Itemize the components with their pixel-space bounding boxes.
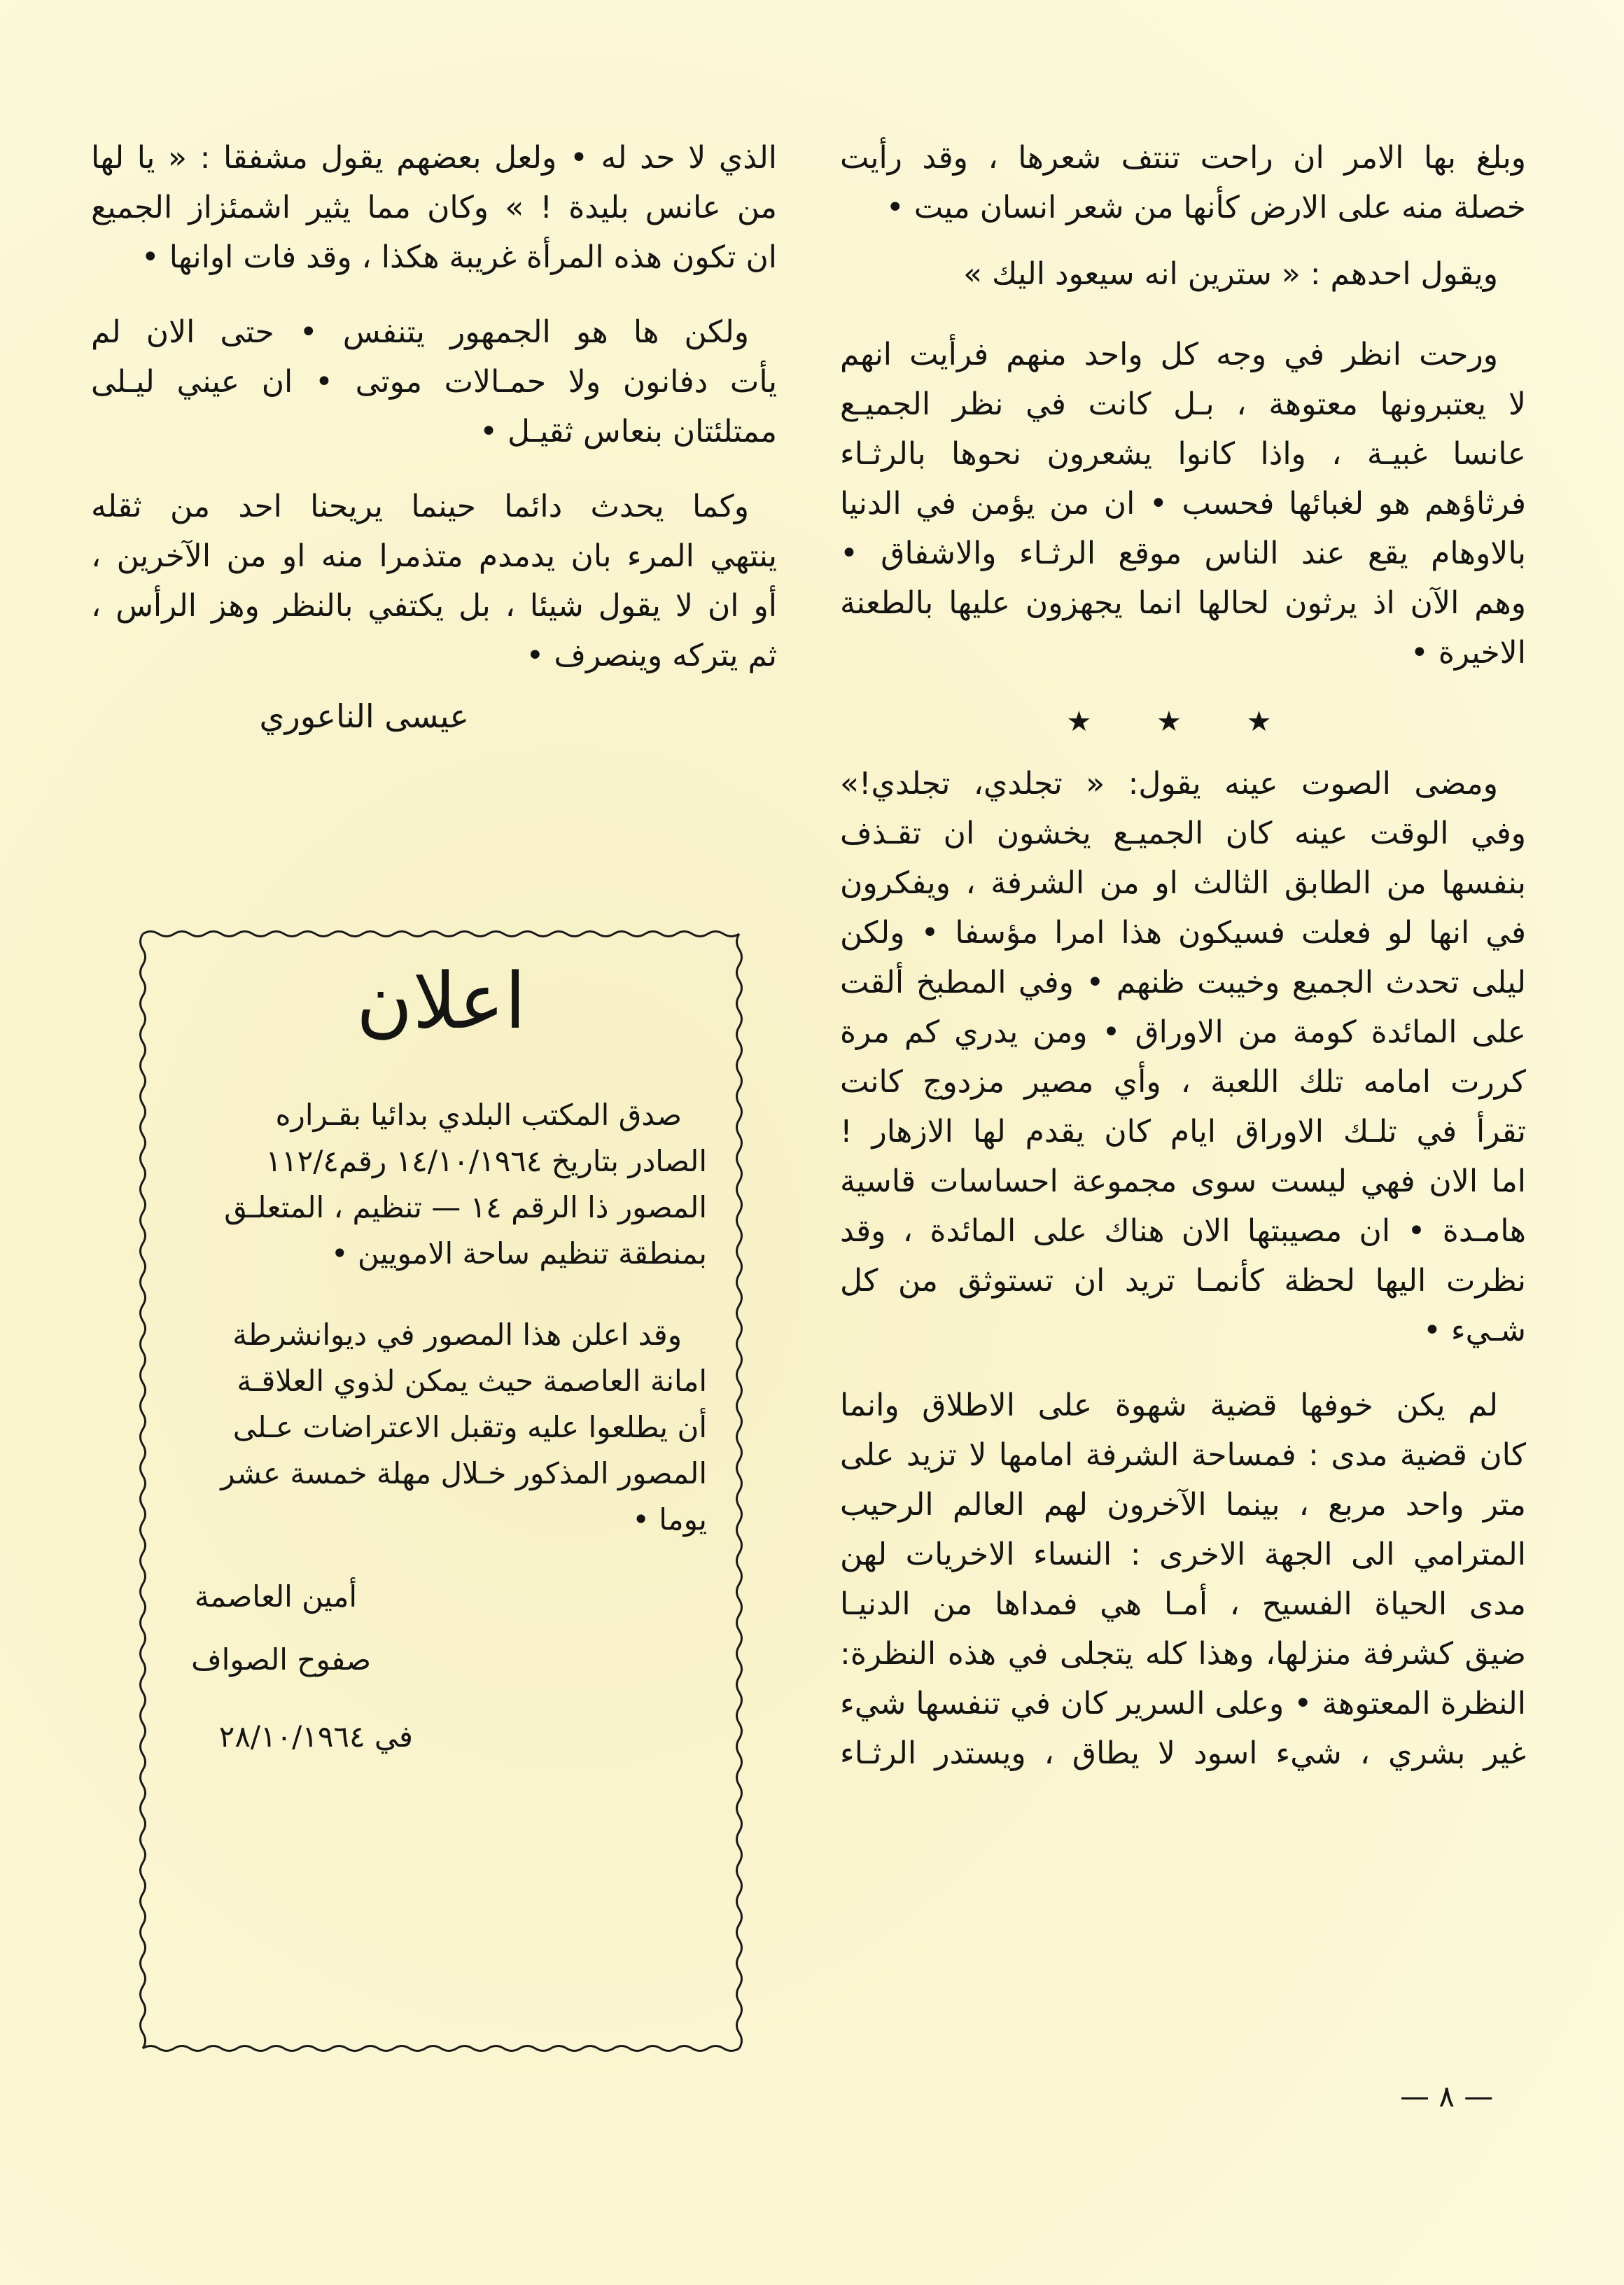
text-line: وقد اعلن هذا المصور في ديوانشرطة (232, 1318, 682, 1352)
text-line: ثم يتركه وينصرف • (526, 638, 777, 673)
text-line: صدق المكتب البلدي بدائيا بقـراره (275, 1098, 682, 1132)
left-column (91, 133, 777, 735)
right-column (840, 133, 1526, 1778)
section-divider-stars: ★ ★ ★ (1066, 706, 1300, 738)
text-line: بمنطقة تنظيم ساحة الامويين • (330, 1236, 707, 1271)
text-line: ومضى الصوت عينه يقول: « تجلدي، تجلدي!» (840, 766, 1498, 802)
text-line: كان قضية مدى : فمساحة الشرفة امامها لا تزيد على (840, 1437, 1526, 1473)
text-line: خصلة منه على الارض كأنها من شعر انسان ميت • (886, 190, 1526, 225)
text-line: المصور المذكور خـلال مهلة خمسة عشر (220, 1456, 707, 1490)
text-line: يوما • (632, 1502, 707, 1537)
page-number: — ٨ — (1400, 2079, 1494, 2113)
paragraph (175, 1312, 707, 1543)
text-line: ضيق كشرفة منزلها، وهذا كله يتجلى في هذه النظرة: (840, 1636, 1526, 1672)
text-line: شـيء • (1422, 1313, 1526, 1348)
author-name: عيسى الناعوري (259, 697, 469, 735)
text-line: عانسا غبيـة ، واذا كانوا يشعرون نحوها بالرثـاء (840, 436, 1526, 472)
text-line: على المائدة كومة من الاوراق • ومن يدري كم مرة (840, 1014, 1526, 1050)
paragraph (840, 1381, 1526, 1778)
paragraph (840, 249, 1526, 299)
paragraph (91, 133, 777, 282)
text-line: وفي الوقت عينه كان الجميـع يخشون ان تقـذف (840, 816, 1526, 851)
text-line: وبلغ بها الامر ان راحت تنتف شعرها ، وقد رأيت (840, 140, 1526, 176)
text-line: ورحت انظر في وجه كل واحد منهم فرأيت انهم (840, 337, 1498, 372)
text-line: يأت دفانون ولا حمـالات موتى • ان عيني ليـلى (91, 364, 777, 400)
text-line: ينتهي المرء بان يدمدم متذمرا منه او من الآخرين ، (91, 538, 777, 574)
text-line: الذي لا حد له • ولعل بعضهم يقول مشفقا : « يا لها (91, 140, 777, 176)
text-line: امانة العاصمة حيث يمكن لذوي العلاقـة (237, 1364, 707, 1398)
text-line: النظرة المعتوهة • وعلى السرير كان في تنفسها شيء (840, 1686, 1526, 1721)
text-line: وهم الآن اذ يرثون لحالها انما يجهزون عليها بالطعنة (840, 585, 1526, 621)
text-line: وكما يحدث دائما حينما يريحنا احد من ثقله (91, 489, 749, 524)
text-line: في انها لو فعلت فسيكون هذا امرا مؤسفا • ولكن (840, 915, 1526, 951)
text-line: مدى الحياة الفسيح ، أمـا هي فمداها من الدنيـا (840, 1586, 1526, 1622)
text-line: من عانس بليدة ! » وكان مما يثير اشمئزاز الجميع (91, 190, 777, 225)
text-line: نظرت اليها لحظة كأنمـا تريد ان تستوثق من كل (840, 1263, 1526, 1299)
text-line: غير بشري ، شيء اسود لا يطاق ، ويستدر الرثـاء (840, 1735, 1526, 1771)
announcement-box (133, 924, 749, 2058)
text-line: لم يكن خوفها قضية شهوة على الاطلاق وانما (840, 1388, 1498, 1423)
text-line: الاخيرة • (1410, 635, 1526, 671)
text-line: متر واحد مربع ، بينما الآخرون لهم العالم الرحيب (840, 1487, 1526, 1523)
announcement-content (175, 952, 707, 1760)
text-line: ليلى تحدث الجميع وخيبت ظنهم • وفي المطبخ ألقت (840, 965, 1526, 1000)
paragraph (840, 330, 1526, 678)
text-line: أن يطلعوا عليه وتقبل الاعتراضات عـلى (232, 1410, 707, 1444)
text-line: هامـدة • ان مصيبتها الان هناك على المائدة ، وقد (840, 1213, 1526, 1249)
paragraph (91, 307, 777, 456)
text-line: الصادر بتاريخ ١٤/١٠/١٩٦٤ رقم١١٢/٤ (265, 1144, 707, 1178)
text-line: فرثاؤهم هو لغبائها فحسب • ان من يؤمن في الدنيا (840, 486, 1526, 522)
text-line: المترامي الى الجهة الاخرى : النساء الاخريات لهن (840, 1537, 1526, 1572)
signature-title: أمين العاصمة (194, 1579, 357, 1614)
signature-name: صفوح الصواف (191, 1642, 371, 1677)
text-line: بالاوهام يقع عند الناس موقع الرثـاء والاشفاق • (840, 536, 1526, 571)
announcement-title: اعلان (356, 956, 526, 1046)
text-line: بنفسها من الطابق الثالث او من الشرفة ، ويفكرون (840, 865, 1526, 901)
text-line: ان تكون هذه المرأة غريبة هكذا ، وقد فات اوانها • (141, 239, 777, 275)
text-line: لا يعتبرونها معتوهة ، بـل كانت في نظر الجميـع (840, 386, 1526, 422)
text-line: أو ان لا يقول شيئا ، بل يكتفي بالنظر وهز الرأس ، (91, 588, 777, 624)
text-line: اما الان فهي ليست سوى مجموعة احساسات قاسية (840, 1164, 1526, 1199)
text-line: ويقول احدهم : « سترين انه سيعود اليك » (963, 256, 1498, 292)
text-line: تقرأ في تلـك الاوراق ايام كان يقدم لها الازهار ! (840, 1114, 1526, 1150)
paragraph (840, 759, 1526, 1355)
text-line: ولكن ها هو الجمهور يتنفس • حتى الان لم (91, 314, 749, 350)
text-line: كررت امامه تلك اللعبة ، وأي مصير مزدوج كانت (840, 1064, 1526, 1100)
paragraph (175, 1092, 707, 1277)
paragraph (91, 482, 777, 680)
text-line: ممتلئتان بنعاس ثقيـل • (479, 414, 777, 449)
announcement-date: في ٢٨/١٠/١٩٦٤ (218, 1719, 413, 1754)
paragraph (840, 133, 1526, 232)
text-line: المصور ذا الرقم ١٤ — تنظيم ، المتعلـق (224, 1190, 707, 1224)
